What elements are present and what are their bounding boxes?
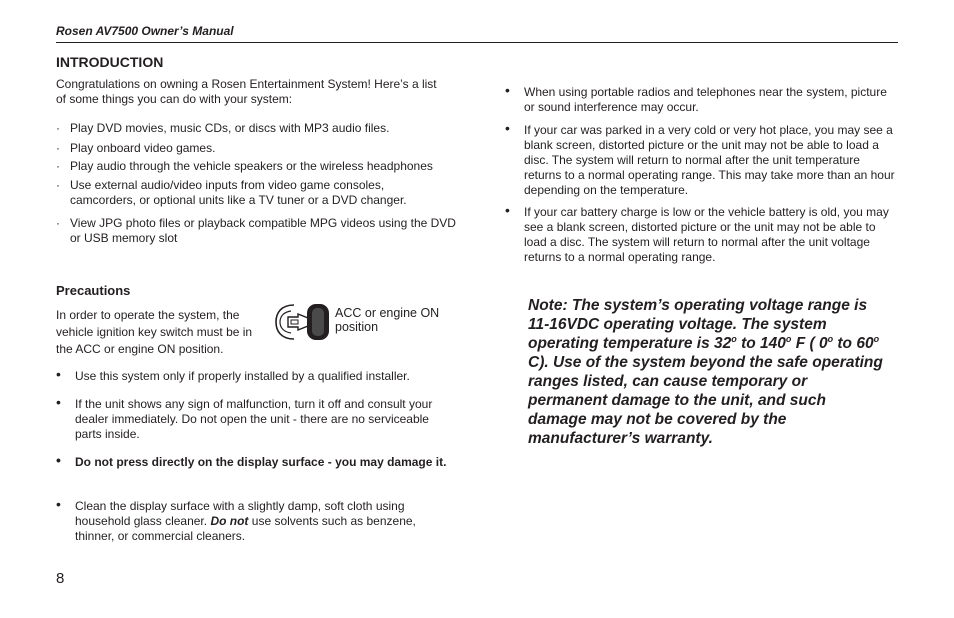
precautions-list — [56, 452, 449, 470]
intro-heading: INTRODUCTION — [56, 54, 164, 70]
intro-feature-list — [56, 141, 456, 156]
header-divider — [56, 42, 898, 43]
intro-feature-list — [56, 159, 456, 174]
list-item-text: Play onboard video games. — [70, 141, 216, 155]
bullet-marker: • — [56, 496, 61, 512]
list-item — [505, 82, 890, 115]
bullet-marker: • — [56, 394, 61, 410]
list-item — [56, 496, 436, 544]
list-item — [56, 366, 456, 384]
list-item — [56, 216, 456, 246]
list-item-text: Clean the display surface with a slightly damp, soft cloth using household glass cleaner. Do not use solvents such as benzene, thinner, or commercial cleaners. — [75, 499, 416, 543]
precautions-paragraph: In order to operate the system, the vehicle ignition key switch must be in the ACC or engine ON position. — [56, 308, 253, 356]
intro-feature-list — [56, 178, 426, 208]
list-item — [56, 178, 426, 208]
precautions-list-continued — [505, 120, 900, 198]
bullet-marker: · — [56, 141, 60, 155]
list-item — [505, 202, 890, 265]
intro-feature-list — [56, 121, 456, 136]
operating-range-note: Note: The system’s operating voltage range is 11-16VDC operating voltage. The system operating temperature is 32$^o$ to 140$^o$ F ( 0$^o$ to 60$^o$ C). Use of the system beyond the safe operating ranges listed, can cause temporary or permanent damage to the unit, and such damage may not be covered by the manufacturer’s warranty. — [528, 297, 883, 447]
bullet-marker: • — [505, 82, 510, 98]
list-item — [56, 121, 456, 136]
precautions-heading: Precautions — [56, 283, 131, 298]
bullet-marker: • — [56, 452, 61, 468]
ignition-key-icon — [274, 302, 332, 342]
list-item — [505, 120, 900, 198]
precautions-list — [56, 496, 436, 544]
list-item-text: If your car was parked in a very cold or very hot place, you may see a blank screen, distorted picture or the unit may not be able to load a disc. The system will return to normal after the unit temperature returns to a normal operating range. This may take more than an hour depending on the temperature. — [524, 123, 895, 197]
list-item-text: Use this system only if properly installed by a qualified installer. — [75, 369, 410, 383]
list-item — [56, 452, 449, 470]
manual-title: Rosen AV7500 Owner’s Manual — [56, 24, 234, 38]
list-item-text: Use external audio/video inputs from video game consoles, camcorders, or optional units like a TV tuner or a DVD changer. — [70, 178, 407, 207]
precautions-list-continued — [505, 202, 890, 265]
precautions-list-continued — [505, 82, 890, 115]
list-item-text: Play DVD movies, music CDs, or discs with MP3 audio files. — [70, 121, 390, 135]
precautions-list — [56, 366, 456, 384]
list-item-text: If your car battery charge is low or the vehicle battery is old, you may see a blank screen, distorted picture or the unit may not be able to load a disc. The system will return to normal after the unit voltage returns to a normal operating range. — [524, 205, 889, 264]
list-item — [56, 394, 449, 442]
bullet-marker: · — [56, 216, 60, 230]
bullet-marker: · — [56, 121, 60, 135]
bullet-marker: • — [56, 366, 61, 382]
list-item-text: When using portable radios and telephones near the system, picture or sound interference may occur. — [524, 85, 887, 114]
list-item — [56, 159, 456, 174]
list-item — [56, 141, 456, 156]
key-position-label: ACC or engine ON position — [335, 306, 440, 334]
bullet-marker: • — [505, 202, 510, 218]
list-item-text: View JPG photo files or playback compatible MPG videos using the DVD or USB memory slot — [70, 216, 456, 245]
list-item-text: Do not press directly on the display surface - you may damage it. — [75, 455, 447, 469]
page-number: 8 — [56, 570, 65, 587]
bullet-marker: · — [56, 178, 60, 192]
precautions-list — [56, 394, 449, 442]
list-item-text: Play audio through the vehicle speakers or the wireless headphones — [70, 159, 433, 173]
intro-paragraph: Congratulations on owning a Rosen Entertainment System! Here’s a list of some things you can do with your system: — [56, 77, 437, 106]
bullet-marker: · — [56, 159, 60, 173]
list-item-text: If the unit shows any sign of malfunction, turn it off and consult your dealer immediately. Do not open the unit - there are no serviceable parts inside. — [75, 397, 433, 441]
intro-feature-list — [56, 216, 456, 246]
bullet-marker: • — [505, 120, 510, 136]
